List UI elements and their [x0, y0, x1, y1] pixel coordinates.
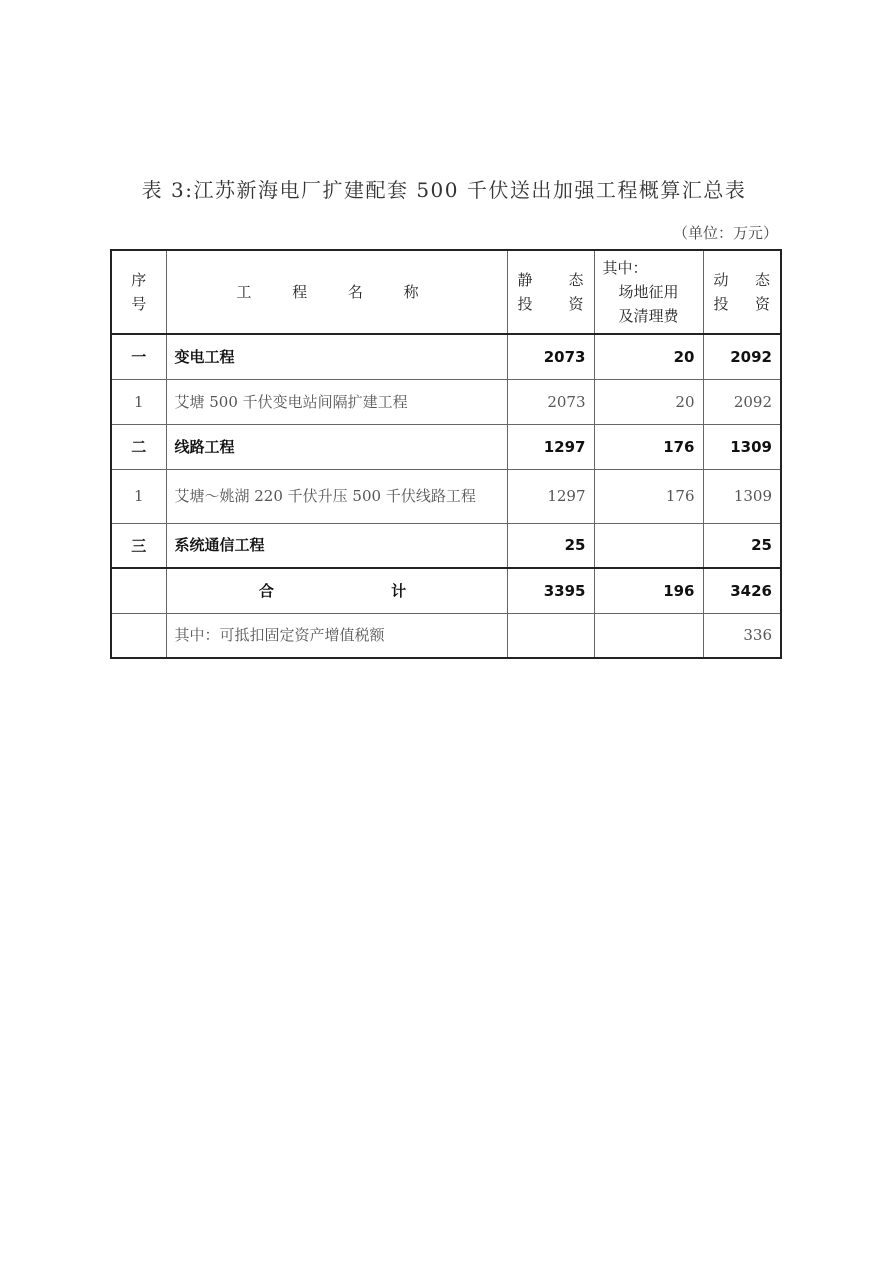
table-row — [111, 334, 781, 379]
budget-summary-table — [110, 249, 782, 659]
header-name: 工 程 名 称 — [166, 250, 507, 334]
header-land-line3: 及清理费 — [618, 307, 679, 325]
row-dynamic: 2092 — [703, 379, 781, 424]
row-seq — [111, 613, 166, 658]
row-land: 20 — [594, 334, 703, 379]
row-name: 艾塘～姚湖 220 千伏升压 500 千伏线路工程 — [166, 469, 507, 523]
row-dynamic: 1309 — [703, 424, 781, 469]
row-dynamic: 336 — [703, 613, 781, 658]
table-row — [111, 469, 781, 523]
row-land: 20 — [594, 379, 703, 424]
header-static — [507, 250, 594, 334]
row-land: 176 — [594, 469, 703, 523]
row-static: 1297 — [507, 424, 594, 469]
unit-note: （单位：万元） — [672, 224, 778, 242]
header-land-line1: 其中： — [602, 259, 648, 277]
row-land — [594, 613, 703, 658]
row-seq: 三 — [111, 523, 166, 568]
row-dynamic: 1309 — [703, 469, 781, 523]
header-land — [594, 250, 703, 334]
document-title: 表 3:江苏新海电厂扩建配套 500 千伏送出加强工程概算汇总表 — [141, 178, 747, 202]
table-row — [111, 523, 781, 568]
row-seq — [111, 568, 166, 613]
row-static — [507, 613, 594, 658]
row-static: 2073 — [507, 379, 594, 424]
header-seq — [111, 250, 166, 334]
row-static: 3395 — [507, 568, 594, 613]
row-name: 合 计 — [166, 568, 507, 613]
row-dynamic: 25 — [703, 523, 781, 568]
row-dynamic: 3426 — [703, 568, 781, 613]
table-row — [111, 379, 781, 424]
row-seq: 1 — [111, 469, 166, 523]
header-land-line2: 场地征用 — [618, 283, 679, 301]
header-seq-line2: 号 — [131, 295, 147, 313]
row-seq: 二 — [111, 424, 166, 469]
row-dynamic: 2092 — [703, 334, 781, 379]
table-header-row — [111, 250, 781, 334]
table-row — [111, 424, 781, 469]
row-static: 25 — [507, 523, 594, 568]
header-static-line1: 静 态 — [517, 271, 584, 289]
table-row — [111, 613, 781, 658]
row-seq: 1 — [111, 379, 166, 424]
header-dynamic — [703, 250, 781, 334]
row-static: 1297 — [507, 469, 594, 523]
row-name: 其中：可抵扣固定资产增值税额 — [166, 613, 507, 658]
row-land — [594, 523, 703, 568]
table-row-total — [111, 568, 781, 613]
row-land: 196 — [594, 568, 703, 613]
row-land: 176 — [594, 424, 703, 469]
row-name: 系统通信工程 — [166, 523, 507, 568]
row-seq: 一 — [111, 334, 166, 379]
row-name: 艾塘 500 千伏变电站间隔扩建工程 — [166, 379, 507, 424]
header-dynamic-line1: 动 态 — [713, 271, 770, 289]
row-static: 2073 — [507, 334, 594, 379]
header-seq-line1: 序 — [131, 271, 147, 289]
header-dynamic-line2: 投 资 — [713, 295, 770, 313]
row-name: 变电工程 — [166, 334, 507, 379]
row-name: 线路工程 — [166, 424, 507, 469]
header-static-line2: 投 资 — [517, 295, 584, 313]
